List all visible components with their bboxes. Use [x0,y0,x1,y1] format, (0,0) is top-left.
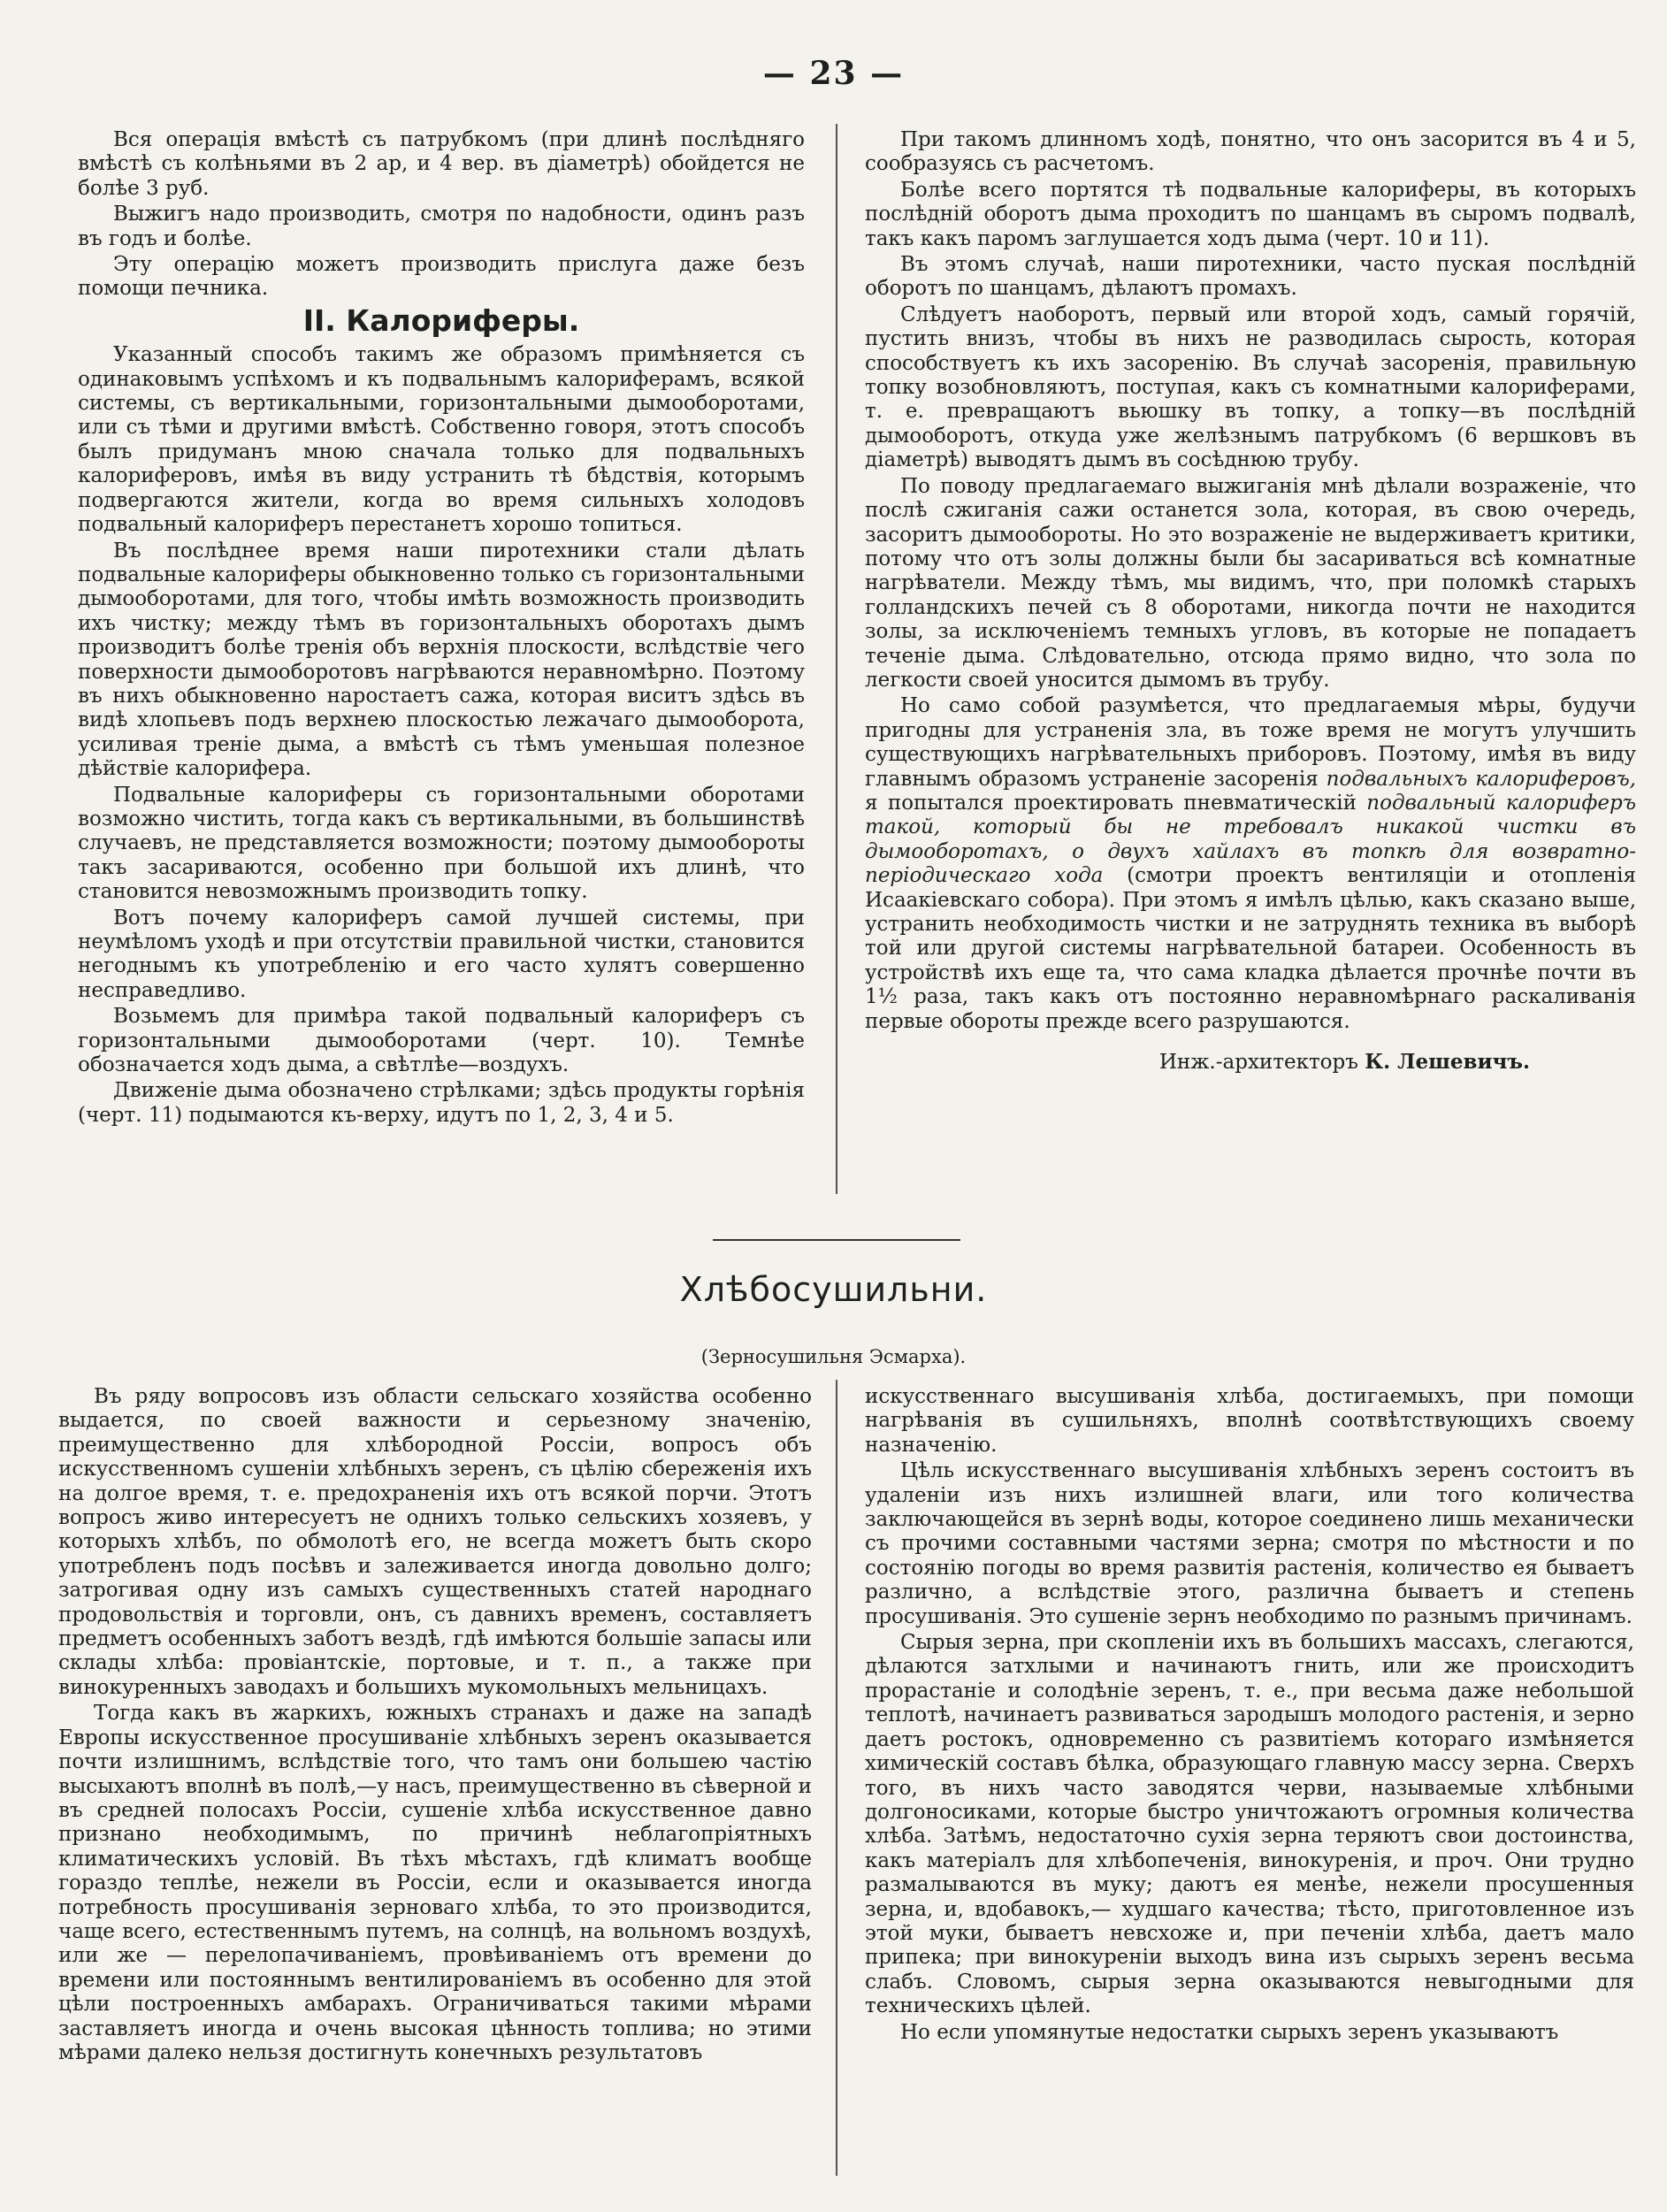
text-run: (смотри проектъ вентиляціи и отопленія Исаакіевскаго собора). При этомъ я имѣлъ цѣлью, какъ сказано выше, устранить необходимость чистки и не затруднять техника въ выборѣ той или другой системы нагрѣвательной батареи. Особенность въ устройствѣ ихъ еще та, что сама кладка дѣлается прочнѣе почти въ 1½ раза, такъ какъ отъ постоянно неравномѣрнаго раскаливанія первые обороты прежде всего разрушаются. [865,864,1636,1033]
paragraph [865,694,1636,1034]
paragraph: Вотъ почему калориферъ самой лучшей системы, при неумѣломъ уходѣ и при отсутствіи правильной чистки, становится негоднымъ къ употребленію и его часто хулятъ совершенно несправедливо. [78,906,805,1002]
paragraph: Сырыя зерна, при скопленіи ихъ въ большихъ массахъ, слегаются, дѣлаются затхлыми и начинаютъ гнить, или же происходитъ прорастаніе и солодѣніе зеренъ, т. е., при весьма даже небольшой теплотѣ, начинаетъ развиваться зародышъ молодого растенія, и зерно даетъ ростокъ, одновременно съ развитіемъ котораго измѣняется химическій составъ бѣлка, образующаго главную массу зерна. Сверхъ того, въ нихъ часто заводятся черви, называемые хлѣбными долгоносиками, которые быстро уничтожаютъ огромныя количества хлѣба. Затѣмъ, недостаточно сухія зерна теряютъ свои достоинства, какъ матеріалъ для хлѣбопеченія, винокуренія, и проч. Они трудно размалываются въ муку; даютъ ея менѣе, нежели просушенныя зерна, и, вдобавокъ,— худшаго качества; тѣсто, приготовленное изъ этой муки, бываетъ невсхоже и, при печеніи хлѣба, даетъ мало припека; при винокуреніи выходъ вина изъ сырыхъ зеренъ весьма слабъ. Словомъ, сырыя зерна оказываются невыгодными для техническихъ цѣлей. [865,1631,1634,2018]
paragraph: При такомъ длинномъ ходѣ, понятно, что онъ засорится въ 4 и 5, сообразуясь съ расчетомъ. [865,128,1636,176]
signature-name: К. Лешевичъ. [1365,1050,1530,1075]
paragraph: Болѣе всего портятся тѣ подвальные калориферы, въ которыхъ послѣдній оборотъ дыма проходитъ по шанцамъ въ сыромъ подвалѣ, такъ какъ паромъ заглушается ходъ дыма (черт. 10 и 11). [865,178,1636,250]
article-subtitle: (Зерносушильня Эсмарха). [700,1346,967,1367]
column-top-right [865,128,1636,1075]
column-bottom-left [58,1385,812,2065]
paragraph: Въ этомъ случаѣ, наши пиротехники, часто пуская послѣдній оборотъ по шанцамъ, дѣлаютъ промахъ. [865,253,1636,301]
paragraph: искусственнаго высушиванія хлѣба, достигаемыхъ, при помощи нагрѣванія въ сушильняхъ, вполнѣ соотвѣтствующихъ своему назначенію. [865,1385,1634,1457]
column-bottom-right [865,1385,1634,2045]
text-run: я попытался проектировать пневматическій [865,791,1367,815]
italic-run: подвальныхъ калориферовъ, [1326,767,1636,791]
paragraph: Вся операція вмѣстѣ съ патрубкомъ (при длинѣ послѣдняго вмѣстѣ съ колѣньями въ 2 ар, и 4 вер. въ діаметрѣ) обойдется не болѣе 3 руб. [78,128,805,200]
paragraph: Выжигъ надо производить, смотря по надобности, одинъ разъ въ годъ и болѣе. [78,203,805,250]
paragraph: Эту операцію можетъ производить прислуга даже безъ помощи печника. [78,253,805,301]
column-divider-top [836,124,837,1194]
article-title: Хлѣбосушильни. [679,1270,988,1309]
signature-title: Инж.-архитекторъ [1158,1051,1365,1075]
article-separator [713,1239,960,1241]
paragraph: Слѣдуетъ наоборотъ, первый или второй ходъ, самый горячій, пустить внизъ, чтобы въ нихъ не разводилась сырость, которая способствуетъ къ ихъ засоренію. Въ случаѣ засоренія, правильную топку возобновляютъ, поступая, какъ съ комнатными калориферами, т. е. превращаютъ вьюшку въ топку, а топку—въ послѣдній дымооборотъ, откуда уже желѣзнымъ патрубкомъ (6 вершковъ въ діаметрѣ) выводятъ дымъ въ сосѣднюю трубу. [865,302,1636,472]
italic-run: подвальный калориферъ такой, который бы не требовалъ никакой чистки въ дымооборотахъ, о двухъ хайлахъ въ топкѣ для возвратно-періодическаго хода [865,791,1637,888]
paragraph: Цѣль искусственнаго высушиванія хлѣбныхъ зеренъ состоитъ въ удаленіи изъ нихъ излишней влаги, или того количества заключающейся въ зернѣ воды, которое соединено лишь механически съ прочими составными частями зерна; смотря по мѣстности и по состоянію погоды во время развитія растенія, количество ея бываетъ различно, а вслѣдствіе этого, различна бываетъ и степень просушиванія. Это сушеніе зернъ необходимо по разнымъ причинамъ. [865,1459,1634,1628]
paragraph: Подвальные калориферы съ горизонтальными оборотами возможно чистить, тогда какъ съ вертикальными, въ большинствѣ случаевъ, не представляется возможности; поэтому дымообороты такъ засариваются, особенно при большой ихъ длинѣ, что становится невозможнымъ производить топку. [78,783,805,904]
page-number: — 23 — [762,55,905,92]
paragraph: Но если упомянутые недостатки сырыхъ зеренъ указываютъ [900,2020,1559,2044]
author-signature [865,1050,1636,1075]
paragraph: Тогда какъ въ жаркихъ, южныхъ странахъ и даже на западѣ Европы искусственное просушиваніе хлѣбныхъ зеренъ оказывается почти излишнимъ, вслѣдствіе того, что тамъ они большею частію высыхаютъ вполнѣ въ полѣ,—у насъ, преимущественно въ сѣверной и въ средней полосахъ Россіи, сушеніе хлѣба искусственное давно признано необходимымъ, по причинѣ неблагопріятныхъ климатическихъ условій. Въ тѣхъ мѣстахъ, гдѣ климатъ вообще гораздо теплѣе, нежели въ Россіи, если и оказывается иногда потребность просушиванія зерноваго хлѣба, то это производится, чаще всего, естественнымъ путемъ, на солнцѣ, на вольномъ воздухѣ, или же — перелопачиваніемъ, провѣиваніемъ отъ времени до времени или постояннымъ вентилированіемъ въ особенно для этой цѣли построенныхъ амбарахъ. Ограничиваться такими мѣрами заставляетъ иногда и очень высокая цѣнность топлива; но этими мѣрами далеко нельзя достигнуть конечныхъ результатовъ [58,1702,812,2064]
text-run: Но само собой разумѣется, что предлагаемыя мѣры, будучи пригодны для устраненія зла, въ тоже время не могутъ улучшить существующихъ нагрѣвательныхъ приборовъ. Поэтому, имѣя въ виду главнымъ образомъ устраненіе засоренія [865,694,1636,791]
paragraph: По поводу предлагаемаго выжиганія мнѣ дѣлали возраженіе, что послѣ сжиганія сажи останется зола, которая, въ свою очередь, засоритъ дымообороты. Но это возраженіе не выдерживаетъ критики, потому что отъ золы должны были бы засариваться всѣ комнатные нагрѣватели. Между тѣмъ, мы видимъ, что, при поломкѣ старыхъ голландскихъ печей съ 8 оборотами, никогда почти не находится золы, за исключеніемъ темныхъ угловъ, въ которые не попадаетъ теченіе дыма. Слѣдовательно, отсюда прямо видно, что зола по легкости своей уносится дымомъ въ трубу. [865,474,1636,692]
paragraph: Въ ряду вопросовъ изъ области сельскаго хозяйства особенно выдается, по своей важности и серьезному значенію, преимущественно для хлѣбородной Россіи, вопросъ объ искусственномъ сушеніи хлѣбныхъ зеренъ, съ цѣлію сбереженія ихъ на долгое время, т. е. предохраненія ихъ отъ всякой порчи. Этотъ вопросъ живо интересуетъ не однихъ только сельскихъ хозяевъ, у которыхъ хлѣбъ, по обмолотѣ его, не всегда можетъ быть скоро употребленъ подъ посѣвъ и залеживается иногда довольно долго; затрогивая одну изъ самыхъ существенныхъ статей народнаго продовольствія и торговли, онъ, съ давнихъ временъ, составляетъ предметъ особенныхъ заботъ вездѣ, гдѣ имѣются большіе запасы или склады хлѣба: провіантскіе, портовые, и т. п., а также при винокуренныхъ заводахъ и большихъ мукомольныхъ мельницахъ. [58,1385,812,1699]
column-divider-bottom [836,1380,837,2176]
paragraph: Движеніе дыма обозначено стрѣлками; здѣсь продукты горѣнія (черт. 11) подымаются къ-верху, идутъ по 1, 2, 3, 4 и 5. [78,1079,805,1127]
section-heading: II. Калориферы. [302,302,580,338]
paragraph: Указанный способъ такимъ же образомъ примѣняется съ одинаковымъ успѣхомъ и къ подвальнымъ калориферамъ, всякой системы, съ вертикальными, горизонтальными дымооборотами, или съ тѣми и другими вмѣстѣ. Собственно говоря, этотъ способъ былъ придуманъ мною сначала только для подвальныхъ калориферовъ, имѣя въ виду устранить тѣ бѣдствія, которымъ подвергаются жители, когда во время сильныхъ холодовъ подвальный калориферъ перестанетъ хорошо топиться. [78,343,805,537]
paragraph: Возьмемъ для примѣра такой подвальный калориферъ съ горизонтальными дымооборотами (черт. 10). Темнѣе обозначается ходъ дыма, а свѣтлѣе—воздухъ. [78,1005,805,1077]
column-top-left [78,128,805,1128]
paragraph: Въ послѣднее время наши пиротехники стали дѣлать подвальные калориферы обыкновенно только съ горизонтальными дымооборотами, для того, чтобы имѣть возможность производить ихъ чистку; между тѣмъ въ горизонтальныхъ оборотахъ дымъ производитъ болѣе тренія объ верхнія плоскости, вслѣдствіе чего поверхности дымооборотовъ нагрѣваются неравномѣрно. Поэтому въ нихъ обыкновенно наростаетъ сажа, которая виситъ здѣсь въ видѣ хлопьевъ подъ верхнею плоскостью лежачаго дымооборота, усиливая треніе дыма, а вмѣстѣ съ тѣмъ уменьшая полезное дѣйствіе калорифера. [78,539,805,781]
